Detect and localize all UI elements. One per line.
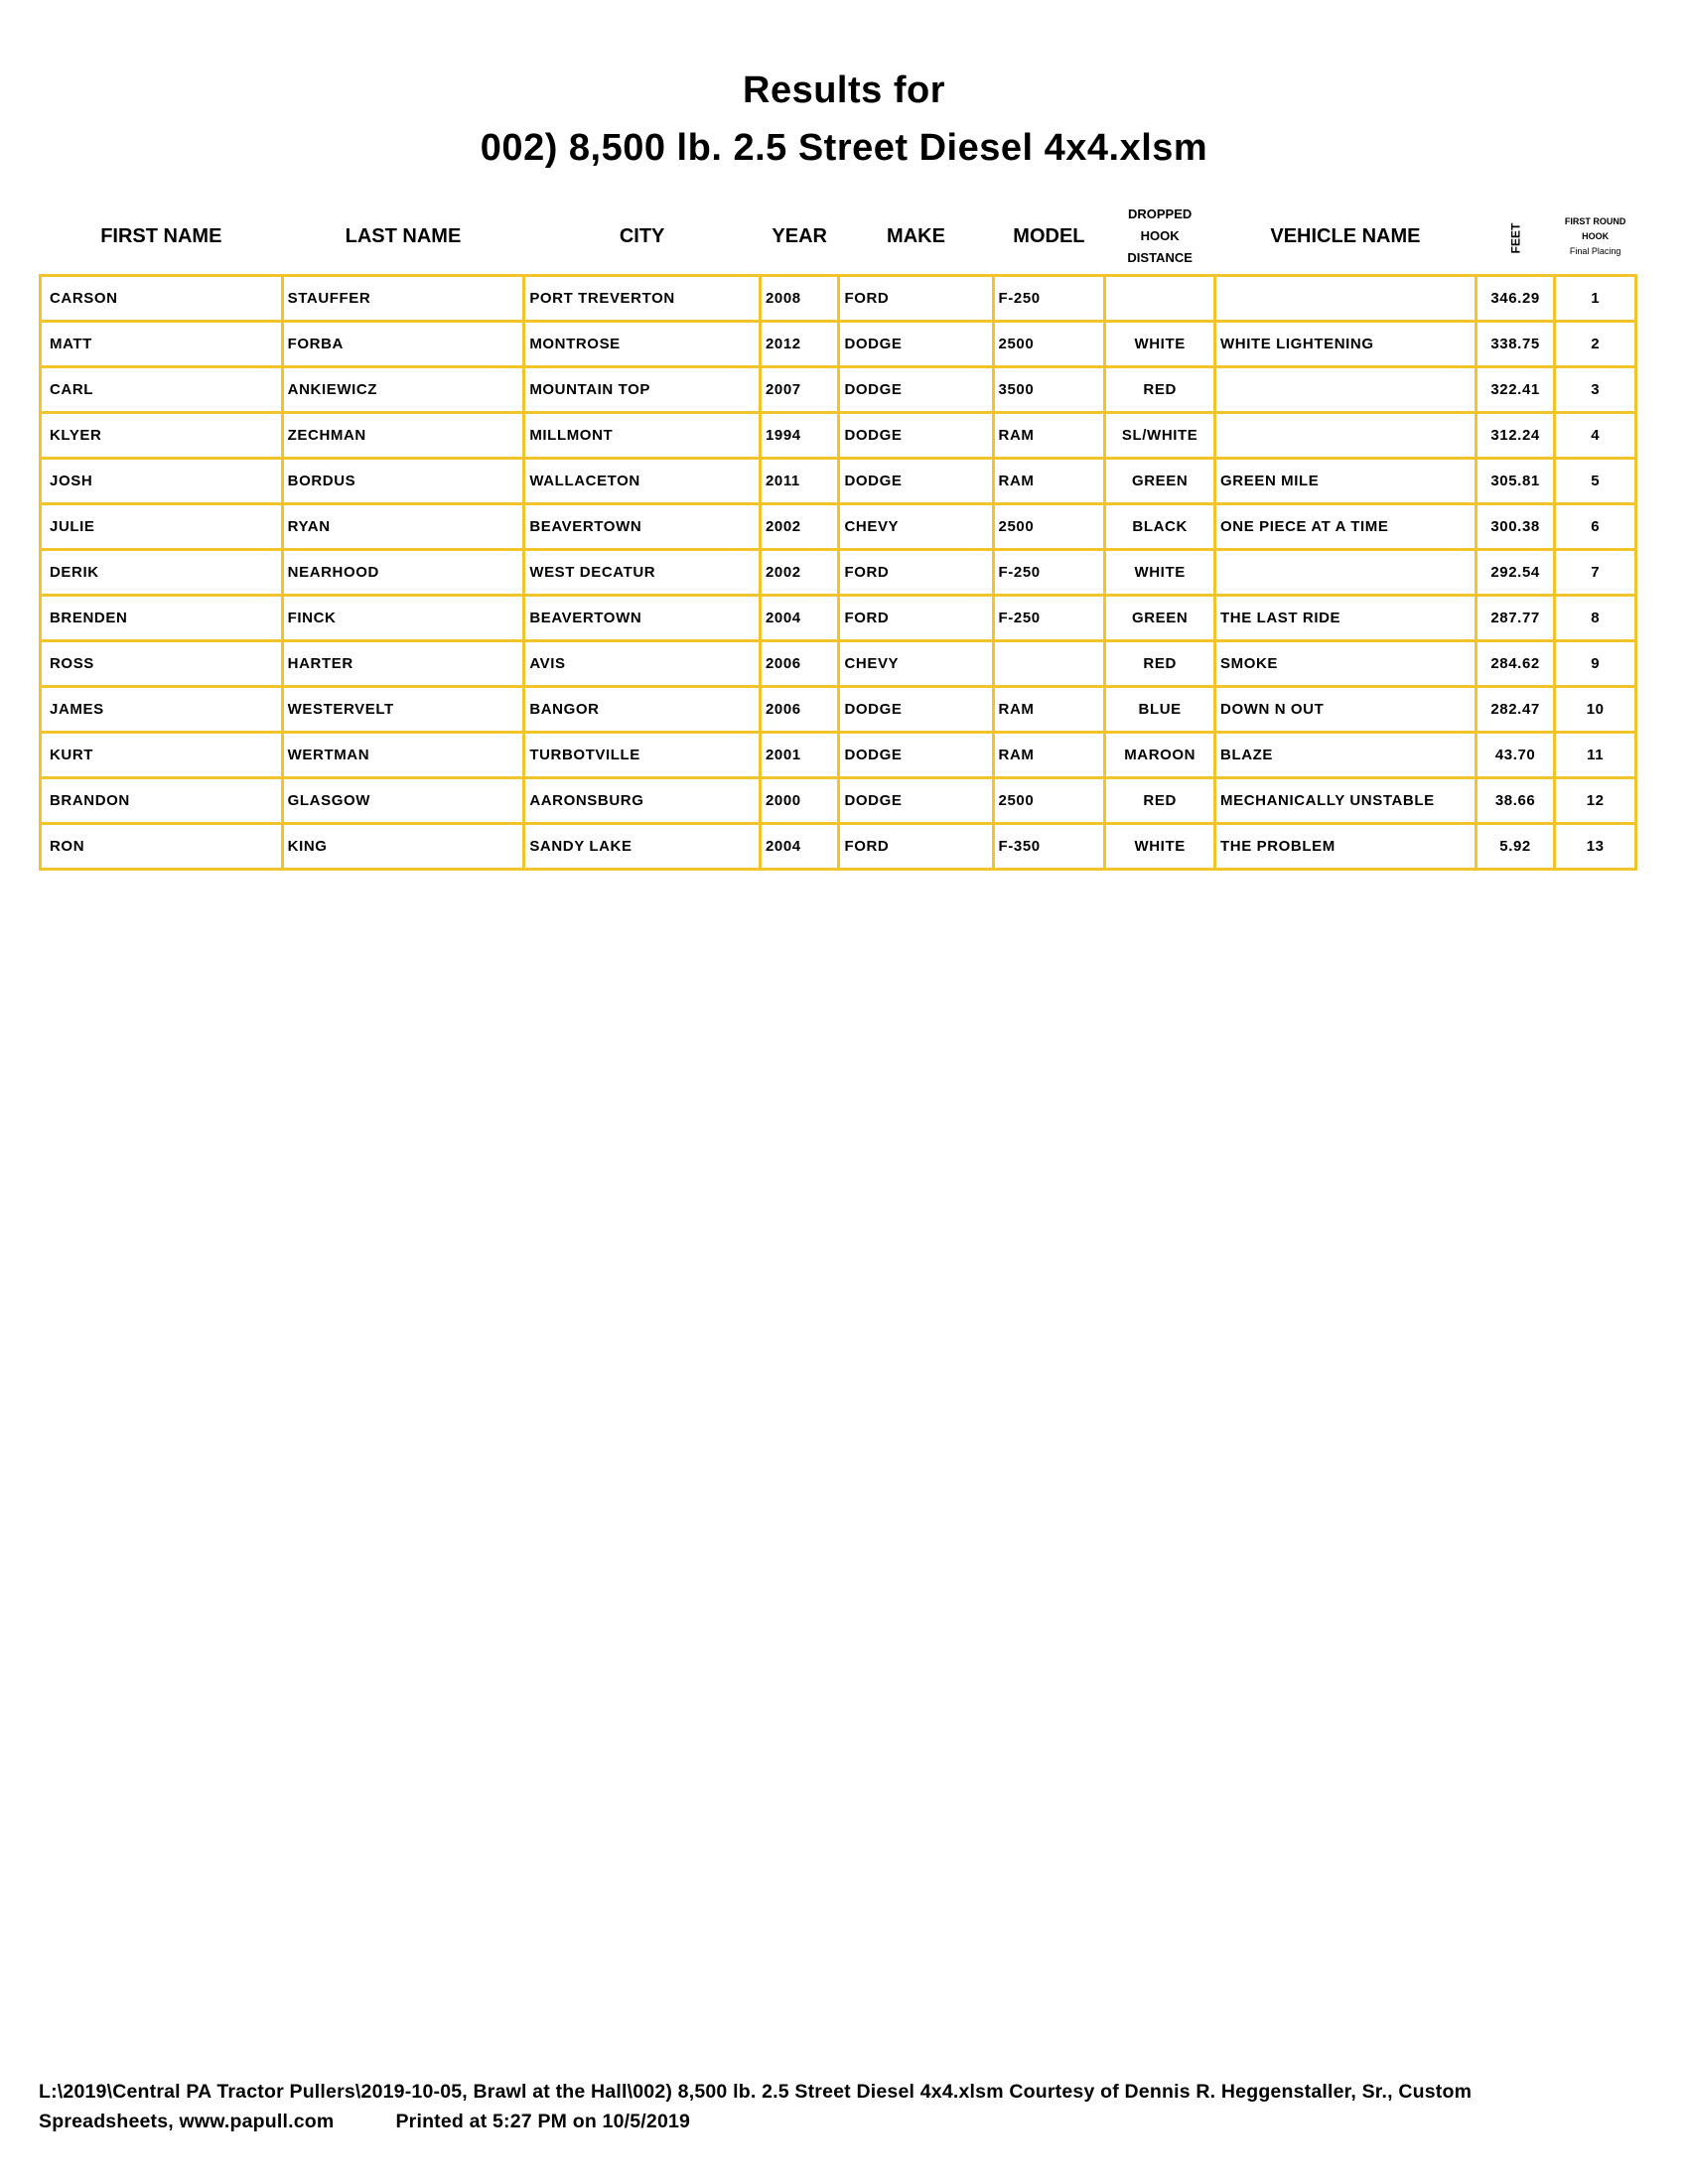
cell-year: 2007 xyxy=(760,367,839,413)
cell-model: F-350 xyxy=(993,824,1105,870)
cell-first-name: JULIE xyxy=(41,504,283,550)
cell-first-name: ROSS xyxy=(41,641,283,687)
cell-city: BEAVERTOWN xyxy=(524,504,761,550)
cell-last-name: FORBA xyxy=(282,322,524,367)
cell-city: AARONSBURG xyxy=(524,778,761,824)
cell-placing: 2 xyxy=(1555,322,1636,367)
cell-first-name: RON xyxy=(41,824,283,870)
cell-last-name: WESTERVELT xyxy=(282,687,524,733)
col-make: MAKE xyxy=(839,199,993,276)
cell-dropped-hook: GREEN xyxy=(1105,459,1215,504)
cell-city: TURBOTVILLE xyxy=(524,733,761,778)
cell-first-name: KURT xyxy=(41,733,283,778)
cell-placing: 6 xyxy=(1555,504,1636,550)
cell-make: CHEVY xyxy=(839,641,993,687)
cell-year: 2006 xyxy=(760,687,839,733)
cell-vehicle-name: BLAZE xyxy=(1215,733,1477,778)
table-row xyxy=(41,824,1636,870)
cell-model: 3500 xyxy=(993,367,1105,413)
cell-vehicle-name: WHITE LIGHTENING xyxy=(1215,322,1477,367)
cell-city: WEST DECATUR xyxy=(524,550,761,596)
results-table xyxy=(39,199,1637,871)
cell-model: F-250 xyxy=(993,596,1105,641)
cell-make: DODGE xyxy=(839,733,993,778)
cell-last-name: BORDUS xyxy=(282,459,524,504)
cell-vehicle-name xyxy=(1215,367,1477,413)
table-row xyxy=(41,641,1636,687)
cell-placing: 10 xyxy=(1555,687,1636,733)
table-row xyxy=(41,459,1636,504)
cell-first-name: MATT xyxy=(41,322,283,367)
cell-year: 2004 xyxy=(760,596,839,641)
cell-make: DODGE xyxy=(839,413,993,459)
results-body xyxy=(41,276,1636,870)
cell-dropped-hook: RED xyxy=(1105,641,1215,687)
cell-dropped-hook: SL/WHITE xyxy=(1105,413,1215,459)
cell-city: WALLACETON xyxy=(524,459,761,504)
cell-dropped-hook xyxy=(1105,276,1215,322)
cell-model: RAM xyxy=(993,733,1105,778)
cell-placing: 9 xyxy=(1555,641,1636,687)
cell-first-name: JOSH xyxy=(41,459,283,504)
col-year: YEAR xyxy=(760,199,839,276)
col-city: CITY xyxy=(524,199,761,276)
cell-feet: 305.81 xyxy=(1476,459,1555,504)
col-place-line-1: FIRST ROUND xyxy=(1564,215,1626,226)
cell-dropped-hook: BLUE xyxy=(1105,687,1215,733)
cell-year: 2002 xyxy=(760,504,839,550)
col-vehicle-name: VEHICLE NAME xyxy=(1215,199,1477,276)
title-line-1: Results for xyxy=(743,69,945,111)
cell-dropped-hook: WHITE xyxy=(1105,322,1215,367)
col-hook-line-2: HOOK xyxy=(1140,228,1180,243)
cell-make: FORD xyxy=(839,596,993,641)
table-row xyxy=(41,778,1636,824)
cell-placing: 4 xyxy=(1555,413,1636,459)
cell-feet: 5.92 xyxy=(1476,824,1555,870)
cell-model: F-250 xyxy=(993,550,1105,596)
cell-model xyxy=(993,641,1105,687)
cell-vehicle-name: ONE PIECE AT A TIME xyxy=(1215,504,1477,550)
cell-placing: 3 xyxy=(1555,367,1636,413)
cell-first-name: KLYER xyxy=(41,413,283,459)
table-row xyxy=(41,504,1636,550)
cell-first-name: JAMES xyxy=(41,687,283,733)
cell-make: DODGE xyxy=(839,367,993,413)
table-row xyxy=(41,550,1636,596)
cell-vehicle-name: GREEN MILE xyxy=(1215,459,1477,504)
cell-make: DODGE xyxy=(839,322,993,367)
cell-placing: 13 xyxy=(1555,824,1636,870)
cell-feet: 300.38 xyxy=(1476,504,1555,550)
col-model: MODEL xyxy=(993,199,1105,276)
page-footer xyxy=(39,2077,1657,2136)
cell-city: PORT TREVERTON xyxy=(524,276,761,322)
cell-city: AVIS xyxy=(524,641,761,687)
cell-feet: 322.41 xyxy=(1476,367,1555,413)
cell-dropped-hook: BLACK xyxy=(1105,504,1215,550)
cell-first-name: BRANDON xyxy=(41,778,283,824)
cell-feet: 282.47 xyxy=(1476,687,1555,733)
cell-model: 2500 xyxy=(993,504,1105,550)
cell-city: MOUNTAIN TOP xyxy=(524,367,761,413)
header-row xyxy=(41,199,1636,276)
footer-website: Spreadsheets, www.papull.com xyxy=(39,2111,335,2132)
cell-make: DODGE xyxy=(839,778,993,824)
table-row xyxy=(41,733,1636,778)
cell-dropped-hook: WHITE xyxy=(1105,824,1215,870)
cell-year: 2012 xyxy=(760,322,839,367)
cell-last-name: STAUFFER xyxy=(282,276,524,322)
cell-make: FORD xyxy=(839,276,993,322)
col-feet-label: FEET xyxy=(1508,222,1523,253)
cell-vehicle-name: DOWN N OUT xyxy=(1215,687,1477,733)
cell-dropped-hook: WHITE xyxy=(1105,550,1215,596)
cell-year: 2001 xyxy=(760,733,839,778)
cell-dropped-hook: RED xyxy=(1105,778,1215,824)
cell-city: BEAVERTOWN xyxy=(524,596,761,641)
table-row xyxy=(41,687,1636,733)
cell-placing: 8 xyxy=(1555,596,1636,641)
cell-vehicle-name: MECHANICALLY UNSTABLE xyxy=(1215,778,1477,824)
cell-model: RAM xyxy=(993,413,1105,459)
cell-feet: 312.24 xyxy=(1476,413,1555,459)
cell-model: F-250 xyxy=(993,276,1105,322)
cell-year: 2011 xyxy=(760,459,839,504)
cell-model: RAM xyxy=(993,687,1105,733)
cell-city: MILLMONT xyxy=(524,413,761,459)
cell-vehicle-name xyxy=(1215,550,1477,596)
table-row xyxy=(41,276,1636,322)
cell-city: SANDY LAKE xyxy=(524,824,761,870)
col-first-name: FIRST NAME xyxy=(41,199,283,276)
cell-last-name: KING xyxy=(282,824,524,870)
cell-city: MONTROSE xyxy=(524,322,761,367)
cell-feet: 292.54 xyxy=(1476,550,1555,596)
page-title xyxy=(0,62,1688,177)
footer-printed-at: Printed at 5:27 PM on 10/5/2019 xyxy=(395,2111,691,2132)
cell-first-name: BRENDEN xyxy=(41,596,283,641)
cell-year: 2008 xyxy=(760,276,839,322)
cell-year: 1994 xyxy=(760,413,839,459)
cell-vehicle-name: THE PROBLEM xyxy=(1215,824,1477,870)
cell-first-name: CARL xyxy=(41,367,283,413)
cell-last-name: GLASGOW xyxy=(282,778,524,824)
cell-last-name: FINCK xyxy=(282,596,524,641)
cell-make: CHEVY xyxy=(839,504,993,550)
cell-last-name: WERTMAN xyxy=(282,733,524,778)
cell-dropped-hook: MAROON xyxy=(1105,733,1215,778)
cell-make: FORD xyxy=(839,550,993,596)
col-feet xyxy=(1476,199,1555,276)
cell-feet: 287.77 xyxy=(1476,596,1555,641)
cell-last-name: RYAN xyxy=(282,504,524,550)
cell-make: DODGE xyxy=(839,687,993,733)
cell-last-name: ZECHMAN xyxy=(282,413,524,459)
cell-model: 2500 xyxy=(993,778,1105,824)
cell-vehicle-name xyxy=(1215,276,1477,322)
table-row xyxy=(41,596,1636,641)
cell-dropped-hook: RED xyxy=(1105,367,1215,413)
cell-last-name: ANKIEWICZ xyxy=(282,367,524,413)
cell-placing: 1 xyxy=(1555,276,1636,322)
col-last-name: LAST NAME xyxy=(282,199,524,276)
table-row xyxy=(41,322,1636,367)
cell-year: 2006 xyxy=(760,641,839,687)
footer-path: L:\2019\Central PA Tractor Pullers\2019-10-05, Brawl at the Hall\002) 8,500 lb. 2.5 Street Diesel 4x4.xlsm Courtesy of Dennis R. Heggenstaller, Sr., Custom xyxy=(39,2081,1473,2103)
cell-dropped-hook: GREEN xyxy=(1105,596,1215,641)
cell-last-name: NEARHOOD xyxy=(282,550,524,596)
cell-placing: 12 xyxy=(1555,778,1636,824)
cell-make: FORD xyxy=(839,824,993,870)
cell-feet: 346.29 xyxy=(1476,276,1555,322)
cell-model: RAM xyxy=(993,459,1105,504)
cell-vehicle-name: THE LAST RIDE xyxy=(1215,596,1477,641)
cell-year: 2004 xyxy=(760,824,839,870)
table-row xyxy=(41,367,1636,413)
col-final-placing xyxy=(1555,199,1636,276)
cell-city: BANGOR xyxy=(524,687,761,733)
col-hook-line-1: DROPPED xyxy=(1128,206,1193,221)
cell-year: 2000 xyxy=(760,778,839,824)
cell-last-name: HARTER xyxy=(282,641,524,687)
cell-model: 2500 xyxy=(993,322,1105,367)
title-line-2: 002) 8,500 lb. 2.5 Street Diesel 4x4.xlsm xyxy=(480,127,1208,169)
cell-feet: 43.70 xyxy=(1476,733,1555,778)
table-row xyxy=(41,413,1636,459)
col-dropped-hook-distance xyxy=(1105,199,1215,276)
col-hook-line-3: DISTANCE xyxy=(1127,250,1193,265)
cell-make: DODGE xyxy=(839,459,993,504)
footer-line-2 xyxy=(39,2107,1657,2136)
cell-placing: 7 xyxy=(1555,550,1636,596)
col-place-line-2: HOOK xyxy=(1582,230,1610,241)
col-place-line-3: Final Placing xyxy=(1569,245,1621,256)
cell-vehicle-name xyxy=(1215,413,1477,459)
cell-placing: 5 xyxy=(1555,459,1636,504)
cell-feet: 38.66 xyxy=(1476,778,1555,824)
cell-feet: 284.62 xyxy=(1476,641,1555,687)
cell-vehicle-name: SMOKE xyxy=(1215,641,1477,687)
cell-feet: 338.75 xyxy=(1476,322,1555,367)
cell-first-name: DERIK xyxy=(41,550,283,596)
cell-year: 2002 xyxy=(760,550,839,596)
cell-placing: 11 xyxy=(1555,733,1636,778)
cell-first-name: CARSON xyxy=(41,276,283,322)
